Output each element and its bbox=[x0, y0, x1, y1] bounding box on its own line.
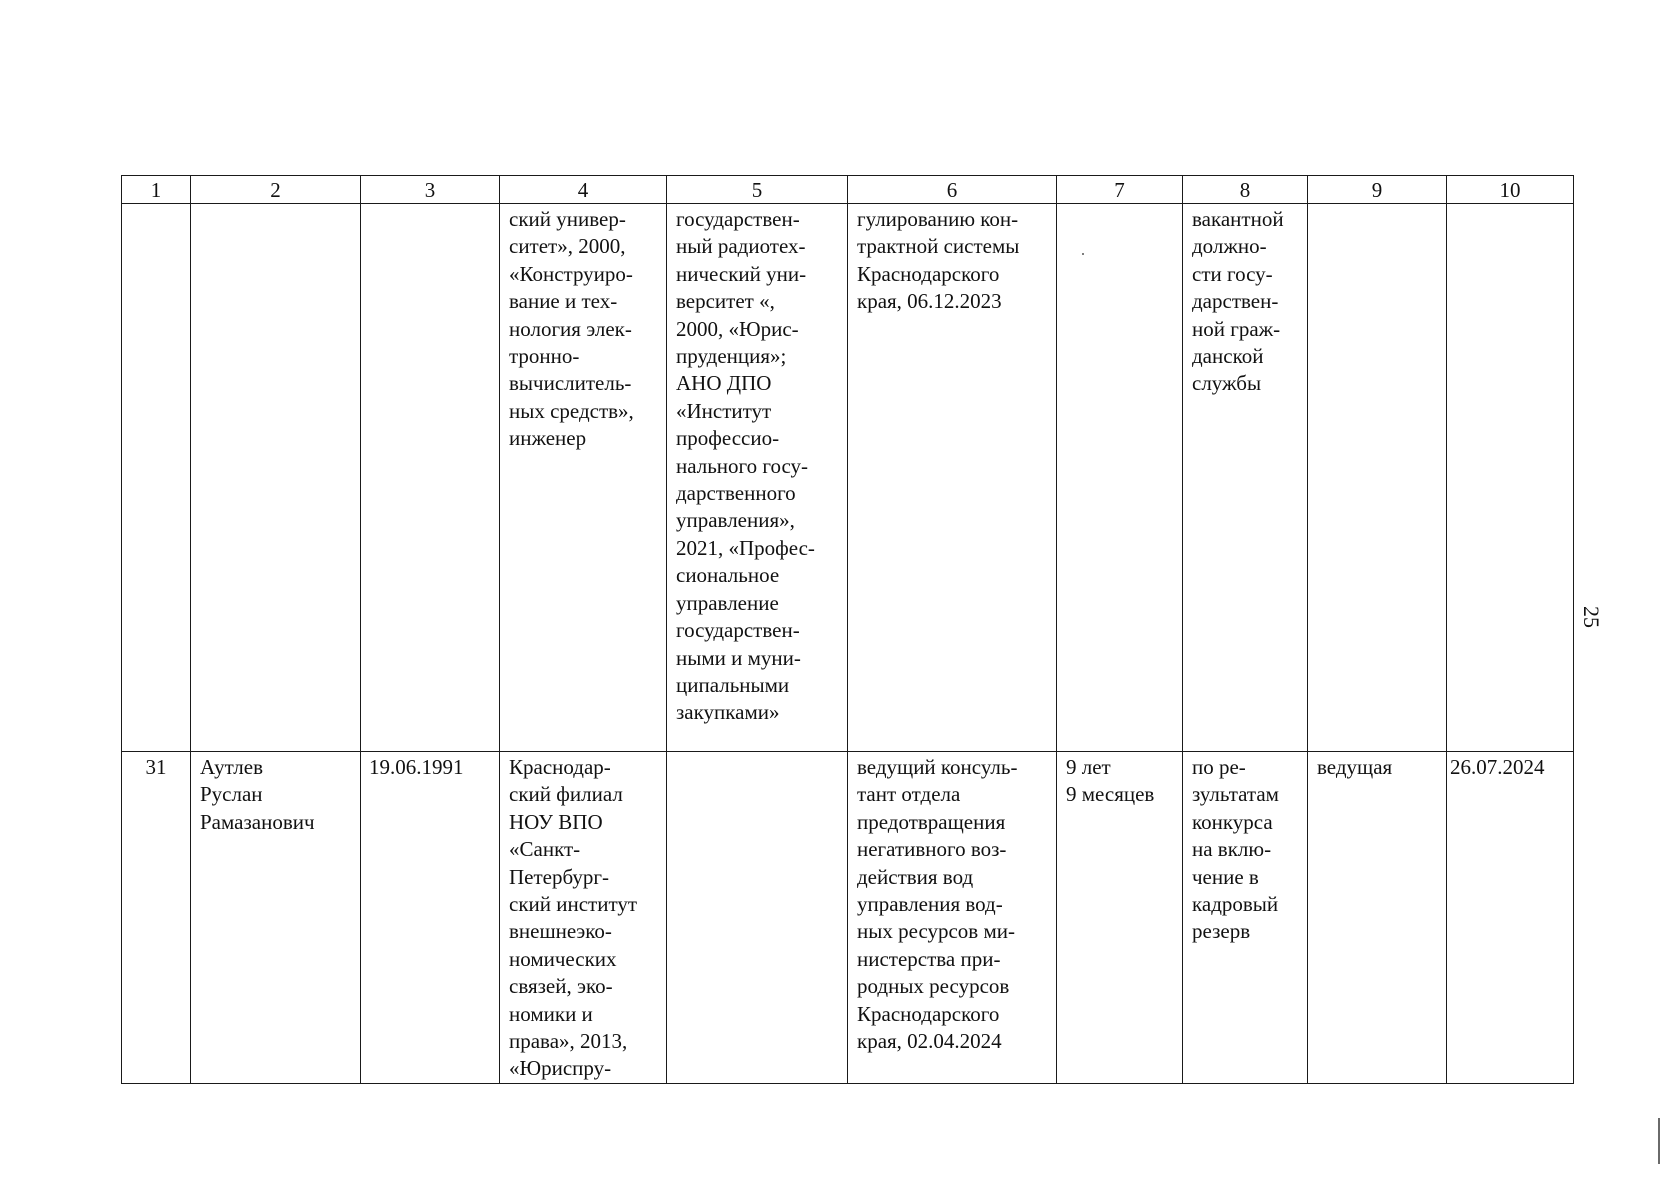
document-table bbox=[121, 175, 1574, 1084]
cell-text: вакантной должно- сти госу- дарствен- ной граж- данской службы bbox=[1192, 207, 1284, 396]
scan-speck bbox=[1082, 253, 1084, 255]
table-header-row bbox=[122, 176, 1574, 204]
table-row bbox=[122, 204, 1574, 752]
education-cell bbox=[500, 752, 667, 1084]
cell-text: по ре- зультатам конкурса на вклю- чение в кадровый резерв bbox=[1192, 755, 1279, 944]
additional-education-cell bbox=[667, 204, 848, 752]
full-name-cell bbox=[191, 752, 361, 1084]
margin-mark bbox=[1658, 1118, 1660, 1164]
cell-text: Краснодар- ский филиал НОУ ВПО «Санкт- Петербург- ский институт внешнеэко- номических связей, эко- номики и права», 2013, «Юриспру- bbox=[509, 755, 638, 1081]
birth-date-cell bbox=[361, 752, 500, 1084]
cell-text: ский универ- ситет», 2000, «Конструиро- вание и тех- нология элек- тронно- вычислитель- ных средств», инженер bbox=[509, 207, 634, 451]
position-group-cell bbox=[1308, 204, 1447, 752]
cell-text: Аутлев Руслан Рамазанович bbox=[200, 755, 315, 834]
experience-cell bbox=[1057, 752, 1183, 1084]
full-name-cell bbox=[191, 204, 361, 752]
header-cell-1: 1 bbox=[122, 176, 191, 204]
header-cell-8: 8 bbox=[1183, 176, 1308, 204]
birth-date-cell bbox=[361, 204, 500, 752]
additional-education-cell bbox=[667, 752, 848, 1084]
cell-text: государствен- ный радиотех- нический уни- верситет «, 2000, «Юрис- пруденция»; АНО ДПО «Институт профессио- нального госу- дарственного управления», 2021, «Профес- сиональное управление государствен- ными и муни- ципальными закупками» bbox=[676, 207, 815, 725]
header-cell-6: 6 bbox=[848, 176, 1057, 204]
cell-text: 31 bbox=[145, 755, 167, 779]
header-cell-9: 9 bbox=[1308, 176, 1447, 204]
position-cell bbox=[848, 752, 1057, 1084]
education-cell bbox=[500, 204, 667, 752]
basis-cell bbox=[1183, 752, 1308, 1084]
header-cell-4: 4 bbox=[500, 176, 667, 204]
position-cell bbox=[848, 204, 1057, 752]
row-number-cell bbox=[122, 752, 191, 1084]
cell-text: ведущий консуль- тант отдела предотвращения негативного воз- действия вод управления вод- ных ресурсов ми- нистерства при- родных ресурсов Краснодарского края, 02.04.2024 bbox=[857, 755, 1018, 1054]
table-row bbox=[122, 752, 1574, 1084]
cell-text: 19.06.1991 bbox=[369, 755, 464, 779]
cell-text: 26.07.2024 bbox=[1450, 755, 1545, 779]
experience-cell bbox=[1057, 204, 1183, 752]
inclusion-date-cell bbox=[1447, 752, 1574, 1084]
header-cell-7: 7 bbox=[1057, 176, 1183, 204]
header-cell-10: 10 bbox=[1447, 176, 1574, 204]
position-group-cell bbox=[1308, 752, 1447, 1084]
cell-text: ведущая bbox=[1317, 755, 1393, 779]
inclusion-date-cell bbox=[1447, 204, 1574, 752]
header-cell-3: 3 bbox=[361, 176, 500, 204]
row-number-cell bbox=[122, 204, 191, 752]
cell-text: гулированию кон- трактной системы Краснодарского края, 06.12.2023 bbox=[857, 207, 1020, 314]
header-cell-5: 5 bbox=[667, 176, 848, 204]
cell-text: 9 лет 9 месяцев bbox=[1066, 755, 1155, 807]
basis-cell bbox=[1183, 204, 1308, 752]
header-cell-2: 2 bbox=[191, 176, 361, 204]
page-number: 25 bbox=[1579, 606, 1604, 628]
